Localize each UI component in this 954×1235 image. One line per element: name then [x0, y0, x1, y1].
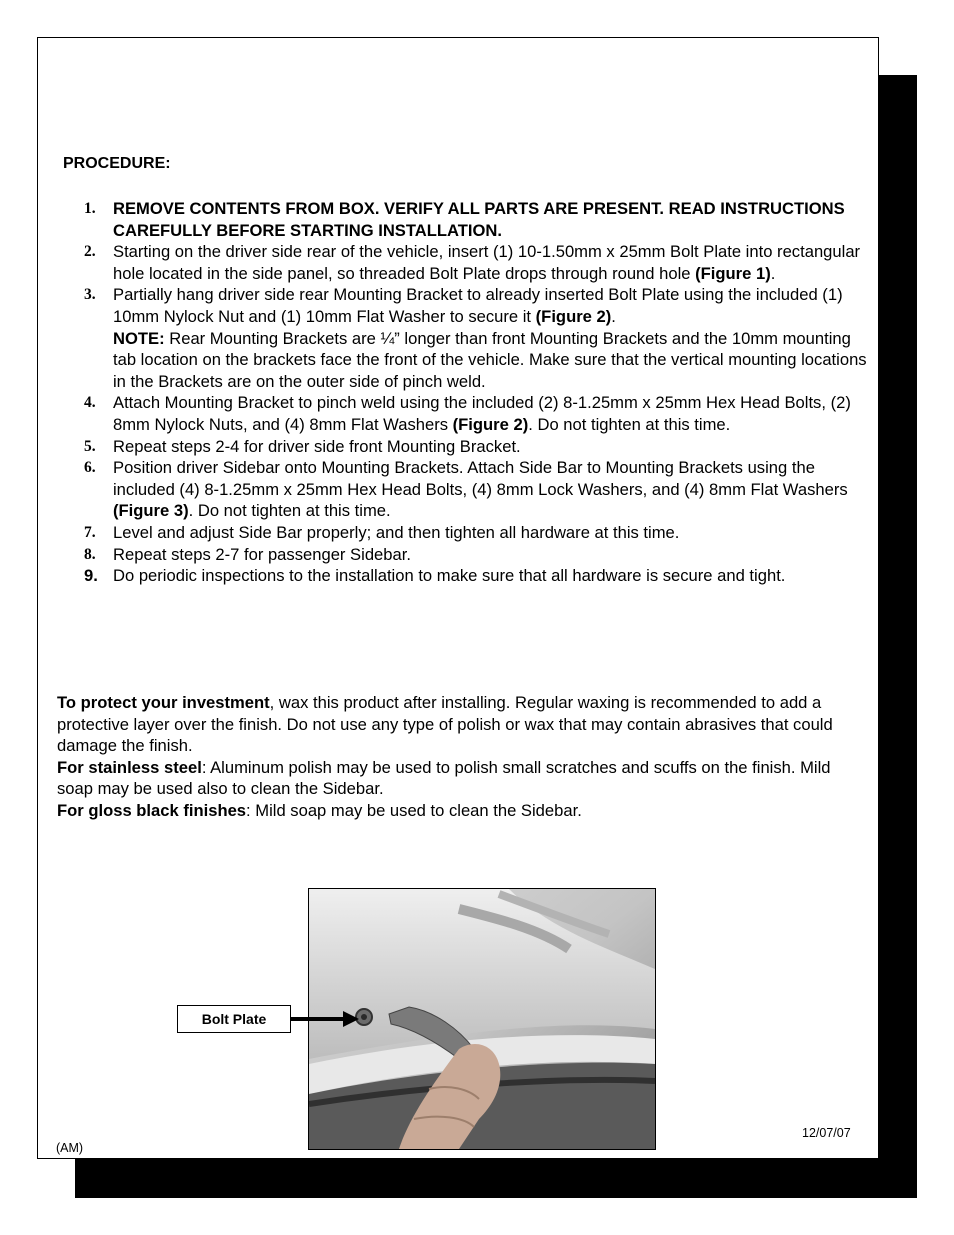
- procedure-steps: [78, 198, 868, 587]
- step-number: 5.: [84, 437, 96, 455]
- step-number: 6.: [84, 459, 96, 477]
- step-9: [78, 565, 868, 587]
- care-paragraph-gloss: [57, 800, 857, 822]
- step-text: Repeat steps 2-7 for passenger Sidebar.: [113, 544, 411, 564]
- bolt-plate-callout: Bolt Plate: [177, 1005, 291, 1033]
- note-text: Rear Mounting Brackets are ¼” longer than front Mounting Brackets and the 10mm mounting tab location on the brackets face the front of the vehicle. Make sure that the vertical mounting locations in the Brackets are on the outer side of pinch weld.: [113, 328, 867, 391]
- procedure-heading: PROCEDURE:: [63, 155, 171, 172]
- bolt-plate-photo-illustration: [309, 889, 655, 1149]
- step-text: Position driver Sidebar onto Mounting Brackets. Attach Side Bar to Mounting Brackets using the included (4) 8-1.25mm x 25mm Hex Head Bolts, (4) 8mm Lock Washers, and (4) 8mm Flat Washers: [113, 458, 848, 499]
- step-text: Partially hang driver side rear Mounting Bracket to already inserted Bolt Plate using the included (1) 10mm Nylock Nut and (1) 10mm Flat Washer to secure it: [113, 285, 843, 326]
- step-text: Level and adjust Side Bar properly; and then tighten all hardware at this time.: [113, 522, 680, 542]
- step-text: REMOVE CONTENTS FROM BOX. VERIFY ALL PARTS ARE PRESENT. READ INSTRUCTIONS CAREFULLY BEFORE STARTING INSTALLATION.: [113, 199, 845, 240]
- step-number: 2.: [84, 243, 96, 261]
- step-8: [78, 544, 868, 566]
- step-text-end: . Do not tighten at this time.: [188, 501, 391, 521]
- figure-photo: [308, 888, 656, 1150]
- step-text: Do periodic inspections to the installation to make sure that all hardware is secure and tight.: [113, 566, 786, 586]
- care-text: : Aluminum polish may be used to polish small scratches and scuffs on the finish. Mild soap may be used also to clean the Sidebar.: [57, 757, 831, 799]
- step-number: 3.: [84, 286, 96, 304]
- figure-reference: (Figure 1): [695, 263, 771, 283]
- document-code: (AM): [56, 1141, 84, 1155]
- step-4: [78, 392, 868, 435]
- step-text: Attach Mounting Bracket to pinch weld using the included (2) 8-1.25mm x 25mm Hex Head Bolts, (2) 8mm Nylock Nuts, and (4) 8mm Flat Washers: [113, 393, 851, 434]
- step-number: 8.: [84, 545, 96, 563]
- step-5: [78, 436, 868, 458]
- document-page: [37, 37, 879, 1159]
- care-text: : Mild soap may be used to clean the Sidebar.: [246, 800, 582, 820]
- step-3: [78, 284, 868, 392]
- care-lead: To protect your investment: [57, 693, 270, 712]
- note-label: NOTE:: [113, 328, 165, 348]
- callout-arrow-icon: [291, 1010, 359, 1028]
- step-number: 1.: [84, 200, 96, 217]
- step-number: 7.: [84, 523, 96, 541]
- step-1: [78, 198, 868, 241]
- care-text: , wax this product after installing. Regular waxing is recommended to add a protective layer over the finish. Do not use any type of polish or wax that may contain abrasives that could damage the finish.: [57, 693, 833, 756]
- care-instructions: [57, 692, 857, 822]
- step-7: [78, 522, 868, 544]
- care-lead: For stainless steel: [57, 757, 202, 777]
- step-number: 4.: [84, 394, 96, 412]
- care-paragraph-protect: [57, 692, 857, 757]
- step-number: 9.: [84, 566, 98, 586]
- step-text-end: .: [611, 306, 616, 326]
- step-text: Starting on the driver side rear of the vehicle, insert (1) 10-1.50mm x 25mm Bolt Plate into rectangular hole located in the side panel, so threaded Bolt Plate drops through round hole: [113, 242, 861, 283]
- step-6: [78, 457, 868, 522]
- care-paragraph-stainless: [57, 757, 857, 800]
- figure-reference: (Figure 2): [452, 414, 529, 434]
- step-2: [78, 241, 868, 284]
- care-lead: For gloss black finishes: [57, 800, 247, 820]
- step-text-end: . Do not tighten at this time.: [528, 414, 731, 434]
- document-date: 12/07/07: [802, 1126, 851, 1140]
- figure-reference: (Figure 2): [535, 306, 612, 326]
- step-text-end: .: [770, 263, 776, 283]
- figure-reference: (Figure 3): [113, 501, 189, 521]
- step-text: Repeat steps 2-4 for driver side front Mounting Bracket.: [113, 436, 521, 456]
